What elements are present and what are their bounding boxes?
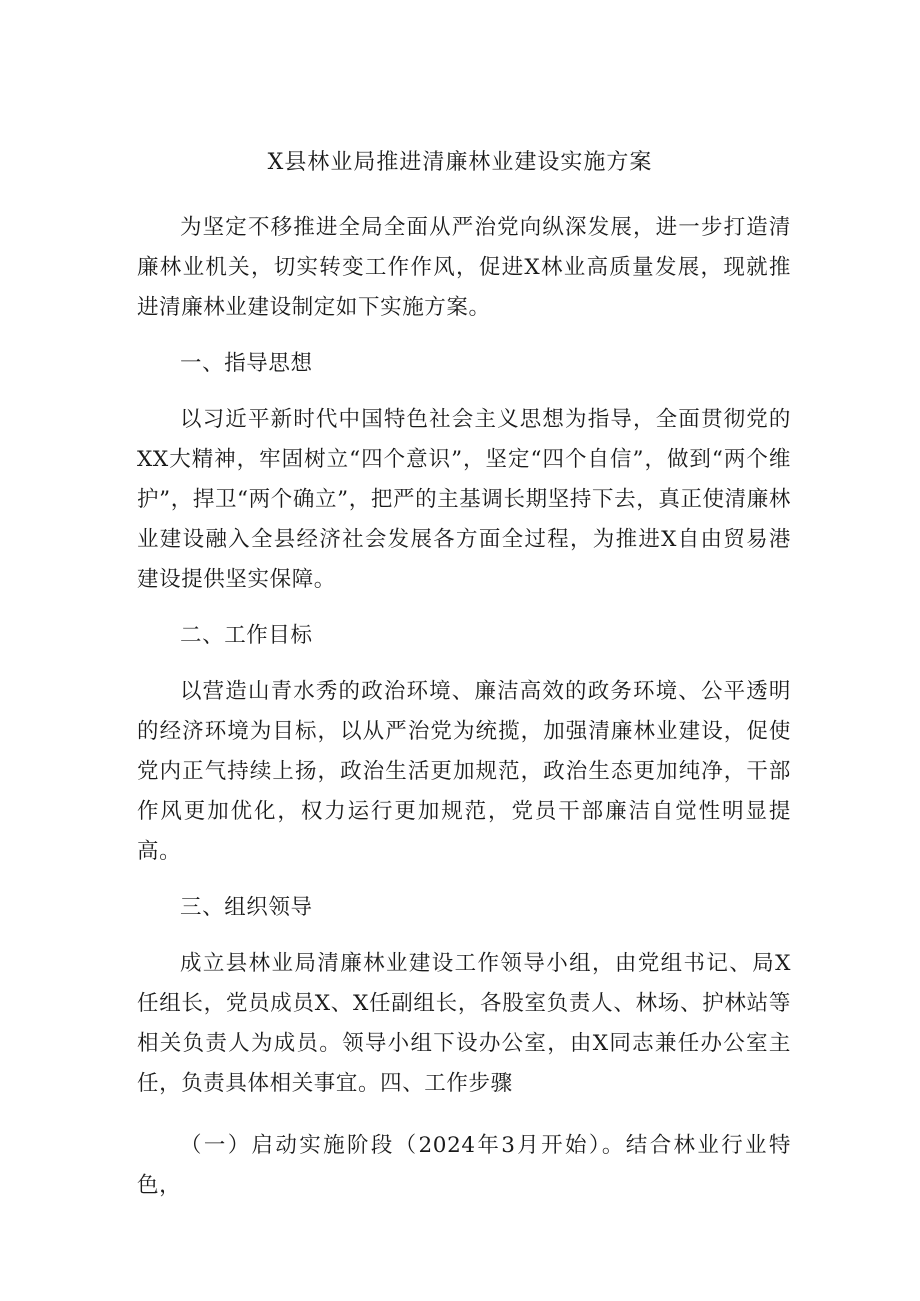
section-heading-work-goals: 二、工作目标 xyxy=(180,623,313,648)
section-heading-guiding-thought: 一、指导思想 xyxy=(180,351,313,376)
section-text-organization: 成立县林业局清廉林业建设工作领导小组，由党组书记、局X任组长，党员成员X、X任副组长，各股室负责人、林场、护林站等相关负责人为成员。领导小组下设办公室，由X同志兼任办公室主任，负责具体相关事宜。四、工作步骤 xyxy=(137,951,791,1096)
section-heading-organization: 三、组织领导 xyxy=(180,895,313,920)
intro-paragraph: 为坚定不移推进全局全面从严治党向纵深发展，进一步打造清廉林业机关，切实转变工作作风，促进X林业高质量发展，现就推进清廉林业建设制定如下实施方案。 xyxy=(137,215,791,320)
section-text-work-goals: 以营造山青水秀的政治环境、廉洁高效的政务环境、公平透明的经济环境为目标，以从严治党为统揽，加强清廉林业建设，促使党内正气持续上扬，政治生活更加规范，政治生态更加纯净，干部作风更加优化，权力运行更加规范，党员干部廉洁自觉性明显提高。 xyxy=(137,679,791,864)
step-one-paragraph: （一）启动实施阶段（2024年3月开始）。结合林业行业特色， xyxy=(137,1133,791,1198)
document-title: X县林业局推进清廉林业建设实施方案 xyxy=(267,150,653,175)
document-body xyxy=(137,208,791,1206)
section-text-guiding-thought: 以习近平新时代中国特色社会主义思想为指导，全面贯彻党的XX大精神，牢固树立“四个意识”，坚定“四个自信”，做到“两个维护”，捍卫“两个确立”，把严的主基调长期坚持下去，真正使清廉林业建设融入全县经济社会发展各方面全过程，为推进X自由贸易港建设提供坚实保障。 xyxy=(137,407,791,592)
